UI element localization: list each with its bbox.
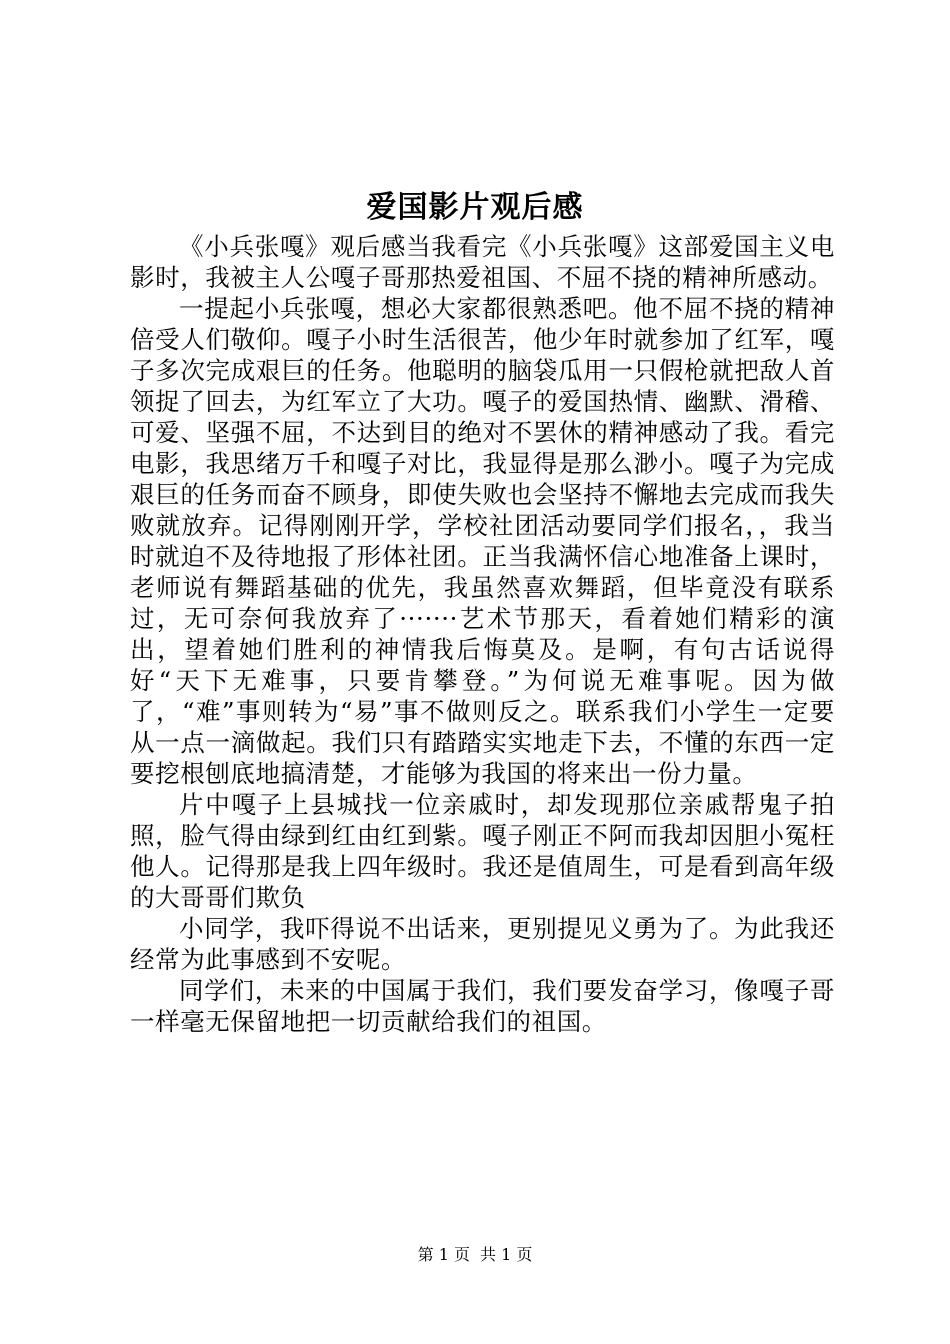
document-title: 爱国影片观后感 <box>366 190 584 225</box>
page-total: 共 1 页 <box>480 1245 533 1264</box>
paragraph: 小同学，我吓得说不出话来，更别提见义勇为了。为此我还经常为此事感到不安呢。 <box>130 914 835 974</box>
paragraph: 同学们，未来的中国属于我们，我们要发奋学习，像嘎子哥一样毫无保留地把一切贡献给我们的祖国。 <box>130 976 835 1036</box>
paragraph: 片中嘎子上县城找一位亲戚时，却发现那位亲戚帮鬼子拍照，脸气得由绿到红由红到紫。嘎子刚正不阿而我却因胆小冤枉他人。记得那是我上四年级时。我还是值周生，可是看到高年级的大哥哥们欺负 <box>130 790 835 912</box>
page-footer <box>0 1244 950 1266</box>
paragraph: 《小兵张嘎》观后感当我看完《小兵张嘎》这部爱国主义电影时，我被主人公嘎子哥那热爱祖国、不屈不挠的精神所感动。 <box>130 232 835 292</box>
page-number: 第 1 页 <box>417 1245 470 1264</box>
document-body <box>130 231 835 1037</box>
paragraph: 一提起小兵张嘎，想必大家都很熟悉吧。他不屈不挠的精神倍受人们敬仰。嘎子小时生活很苦，他少年时就参加了红军，嘎子多次完成艰巨的任务。他聪明的脑袋瓜用一只假枪就把敌人首领捉了回去，为红军立了大功。嘎子的爱国热情、幽默、滑稽、可爱、坚强不屈，不达到目的绝对不罢休的精神感动了我。看完电影，我思绪万千和嘎子对比，我显得是那么渺小。嘎子为完成艰巨的任务而奋不顾身，即使失败也会坚持不懈地去完成而我失败就放弃。记得刚刚开学，学校社团活动要同学们报名，，我当时就迫不及待地报了形体社团。正当我满怀信心地准备上课时，老师说有舞蹈基础的优先，我虽然喜欢舞蹈，但毕竟没有联系过，无可奈何我放弃了·······艺术节那天，看着她们精彩的演出，望着她们胜利的神情我后悔莫及。是啊，有句古话说得好“天下无难事，只要肯攀登。”为何说无难事呢。因为做了，“难”事则转为“易”事不做则反之。联系我们小学生一定要从一点一滴做起。我们只有踏踏实实地走下去，不懂的东西一定要挖根刨底地搞清楚，才能够为我国的将来出一份力量。 <box>130 294 835 788</box>
